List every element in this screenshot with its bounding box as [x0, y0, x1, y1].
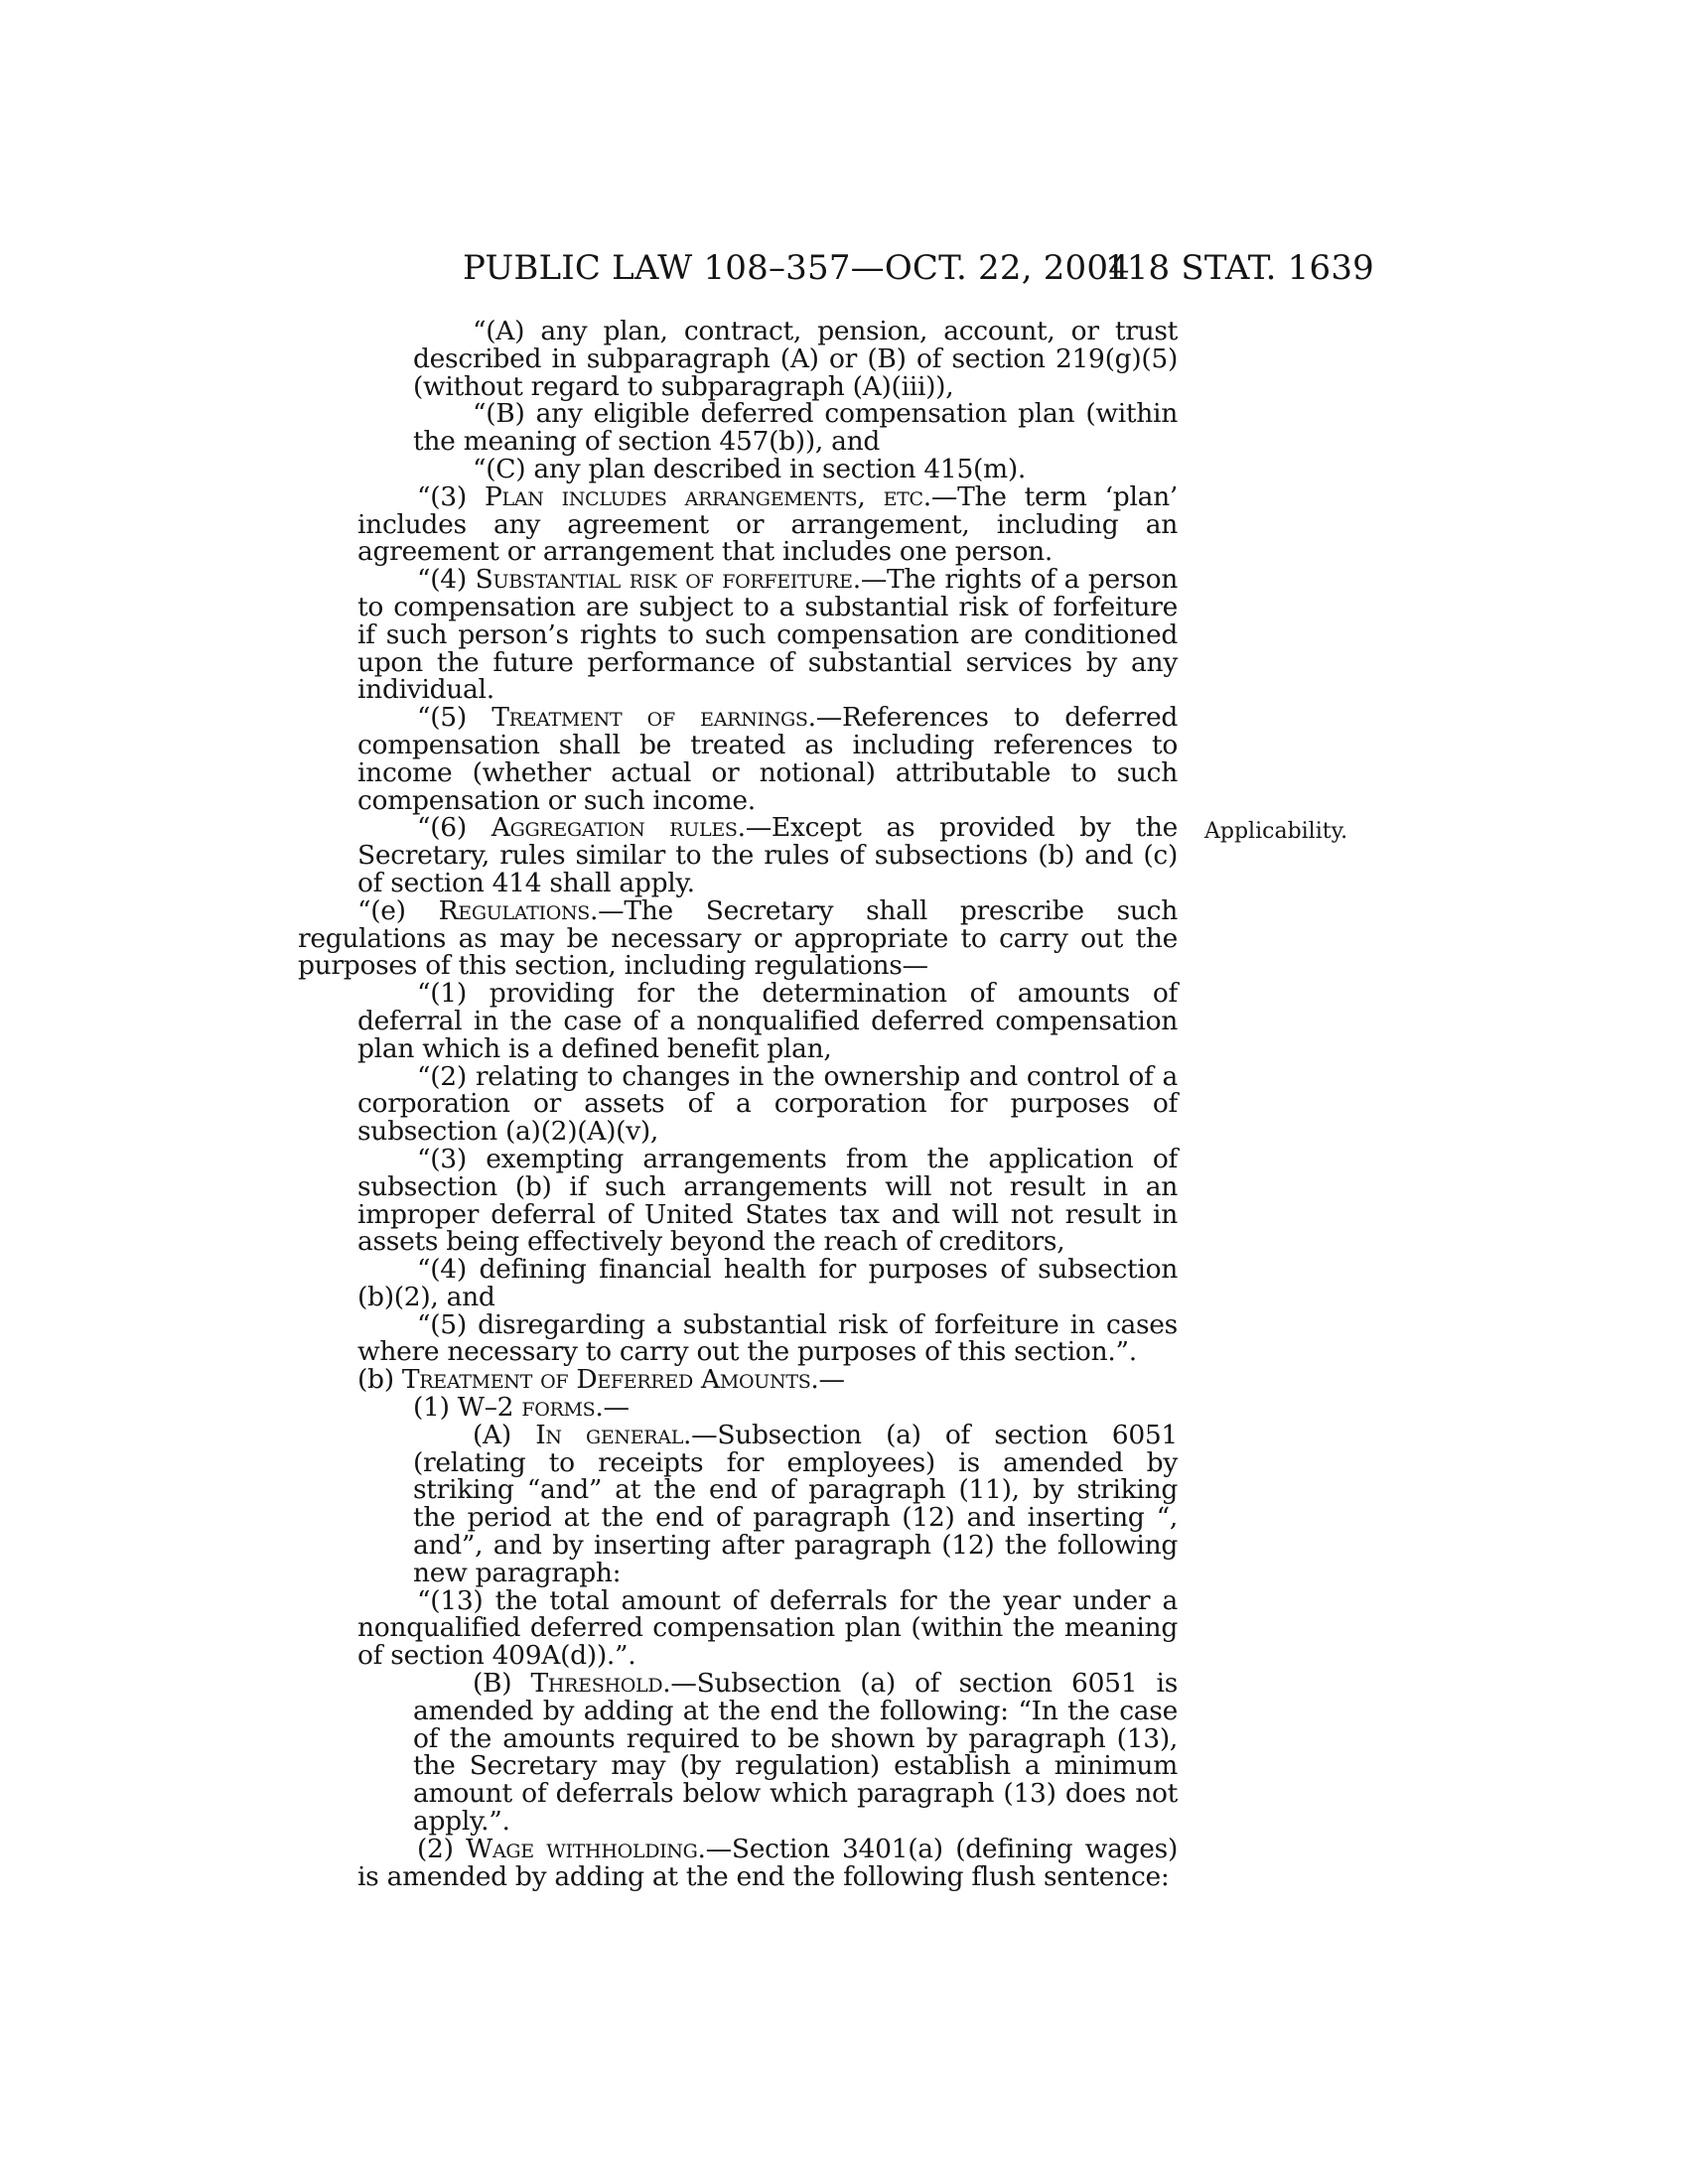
paragraph: “(B) any eligible deferred compensation plan (within the meaning of section 457(b)), and [413, 398, 1178, 458]
paragraph-caption: Regulations. [438, 894, 599, 926]
paragraph-number: “(e) [357, 894, 439, 926]
paragraph-text: —The term ‘plan’ includes any agreement or arrangement, including an agreement or arrangement that includes one person. [357, 480, 1179, 568]
paragraph-caption: Aggregation rules. [491, 812, 746, 844]
paragraph-caption: Plan includes arrangements, etc. [484, 480, 931, 512]
paragraph-caption: Wage withholding. [466, 1833, 706, 1864]
paragraph: “(4) defining financial health for purposes of subsection (b)(2), and [357, 1254, 1178, 1312]
paragraph-caption: Substantial risk of forfeiture. [475, 564, 861, 596]
paragraph-text: —The Secretary shall prescribe such regulations as may be necessary or appropriate to carry out the purposes of this section, including regulations— [298, 894, 1178, 982]
paragraph-text: —The rights of a person to compensation are subject to a substantial risk of forfeiture if such person’s rights to such compensation are conditioned upon the future performance of substantial services by any individual. [357, 564, 1178, 706]
paragraph-caption: W–2 forms. [457, 1392, 604, 1424]
paragraph: “(5) disregarding a substantial risk of forfeiture in cases where necessary to carry out the purposes of this section.”. [357, 1308, 1178, 1368]
paragraph-number: “(3) [417, 480, 485, 512]
paragraph: “(13) the total amount of deferrals for the year under a nonqualified deferred compensation plan (within the meaning of section 409A(d)).”. [357, 1584, 1178, 1672]
paragraph-number: (b) [357, 1364, 402, 1396]
paragraph: “(C) any plan described in section 415(m). [473, 453, 1027, 484]
paragraph-text: —Subsection (a) of section 6051 (relating to receipts for employees) is amended by striking “and” at the end of paragraph (11), by striking the period at the end of paragraph (12) and inserting “, and”, and by inserting after paragraph (12) the following new paragraph: [413, 1419, 1178, 1588]
running-header-right: 118 STAT. 1639 [1104, 248, 1374, 288]
paragraph [298, 1419, 1178, 1588]
paragraph [298, 704, 1178, 814]
paragraph-caption: Treatment of Deferred Amounts. [401, 1364, 819, 1396]
paragraph-number: (B) [473, 1668, 531, 1700]
running-header-left: PUBLIC LAW 108–357—OCT. 22, 2004 [463, 248, 1131, 288]
body-text [298, 318, 1178, 1890]
paragraph-number: “(6) [417, 812, 492, 844]
paragraph: “(3) exempting arrangements from the application of subsection (b) if such arrangements will not result in an improper deferral of United States tax and will not result in assets being effectively beyond the reach of creditors, [357, 1143, 1178, 1258]
paragraph-number: (1) [413, 1392, 458, 1424]
paragraph-text: — [818, 1364, 845, 1396]
paragraph [298, 566, 1178, 704]
paragraph-text: —Except as provided by the Secretary, rules similar to the rules of subsections (b) and (c) of section 414 shall apply. [357, 812, 1178, 898]
paragraph [298, 1366, 1178, 1394]
paragraph [298, 1833, 1178, 1892]
paragraph [298, 814, 1178, 896]
paragraph [298, 480, 1179, 568]
paragraph-caption: In general. [535, 1419, 692, 1450]
paragraph-number: “(4) [417, 564, 476, 596]
paragraph-text: —Section 3401(a) (defining wages) is amended by adding at the end the following flush sentence: [357, 1833, 1178, 1892]
paragraph-caption: Treatment of earnings. [492, 702, 816, 734]
paragraph-caption: Threshold. [530, 1668, 671, 1700]
paragraph: “(2) relating to changes in the ownership and control of a corporation or assets of a corporation for purposes of subsection (a)(2)(A)(v), [357, 1060, 1178, 1148]
paragraph [298, 894, 1178, 982]
margin-note: Applicability. [1204, 819, 1348, 844]
paragraph [298, 1394, 1178, 1422]
paragraph-number: (A) [473, 1419, 536, 1450]
paragraph-text: — [603, 1392, 630, 1424]
paragraph-text: —Subsection (a) of section 6051 is amended by adding at the end the following: “In the case of the amounts required to be shown by paragraph (13), the Secretary may (by regulation) establish a minimum amount of deferrals below which paragraph (13) does not apply.”. [413, 1668, 1179, 1838]
paragraph: “(A) any plan, contract, pension, account, or trust described in subparagraph (A) or (B) of section 219(g)(5) (without regard to subparagraph (A)(iii)), [413, 316, 1178, 402]
paragraph-text: —References to deferred compensation shall be treated as including references to income (whether actual or notional) attributable to such compensation or such income. [357, 702, 1178, 816]
paragraph: “(1) providing for the determination of amounts of deferral in the case of a nonqualified deferred compensation plan which is a defined benefit plan, [357, 978, 1178, 1064]
paragraph-number: “(5) [417, 702, 492, 734]
paragraph [298, 1670, 1178, 1836]
paragraph-number: (2) [417, 1833, 467, 1864]
